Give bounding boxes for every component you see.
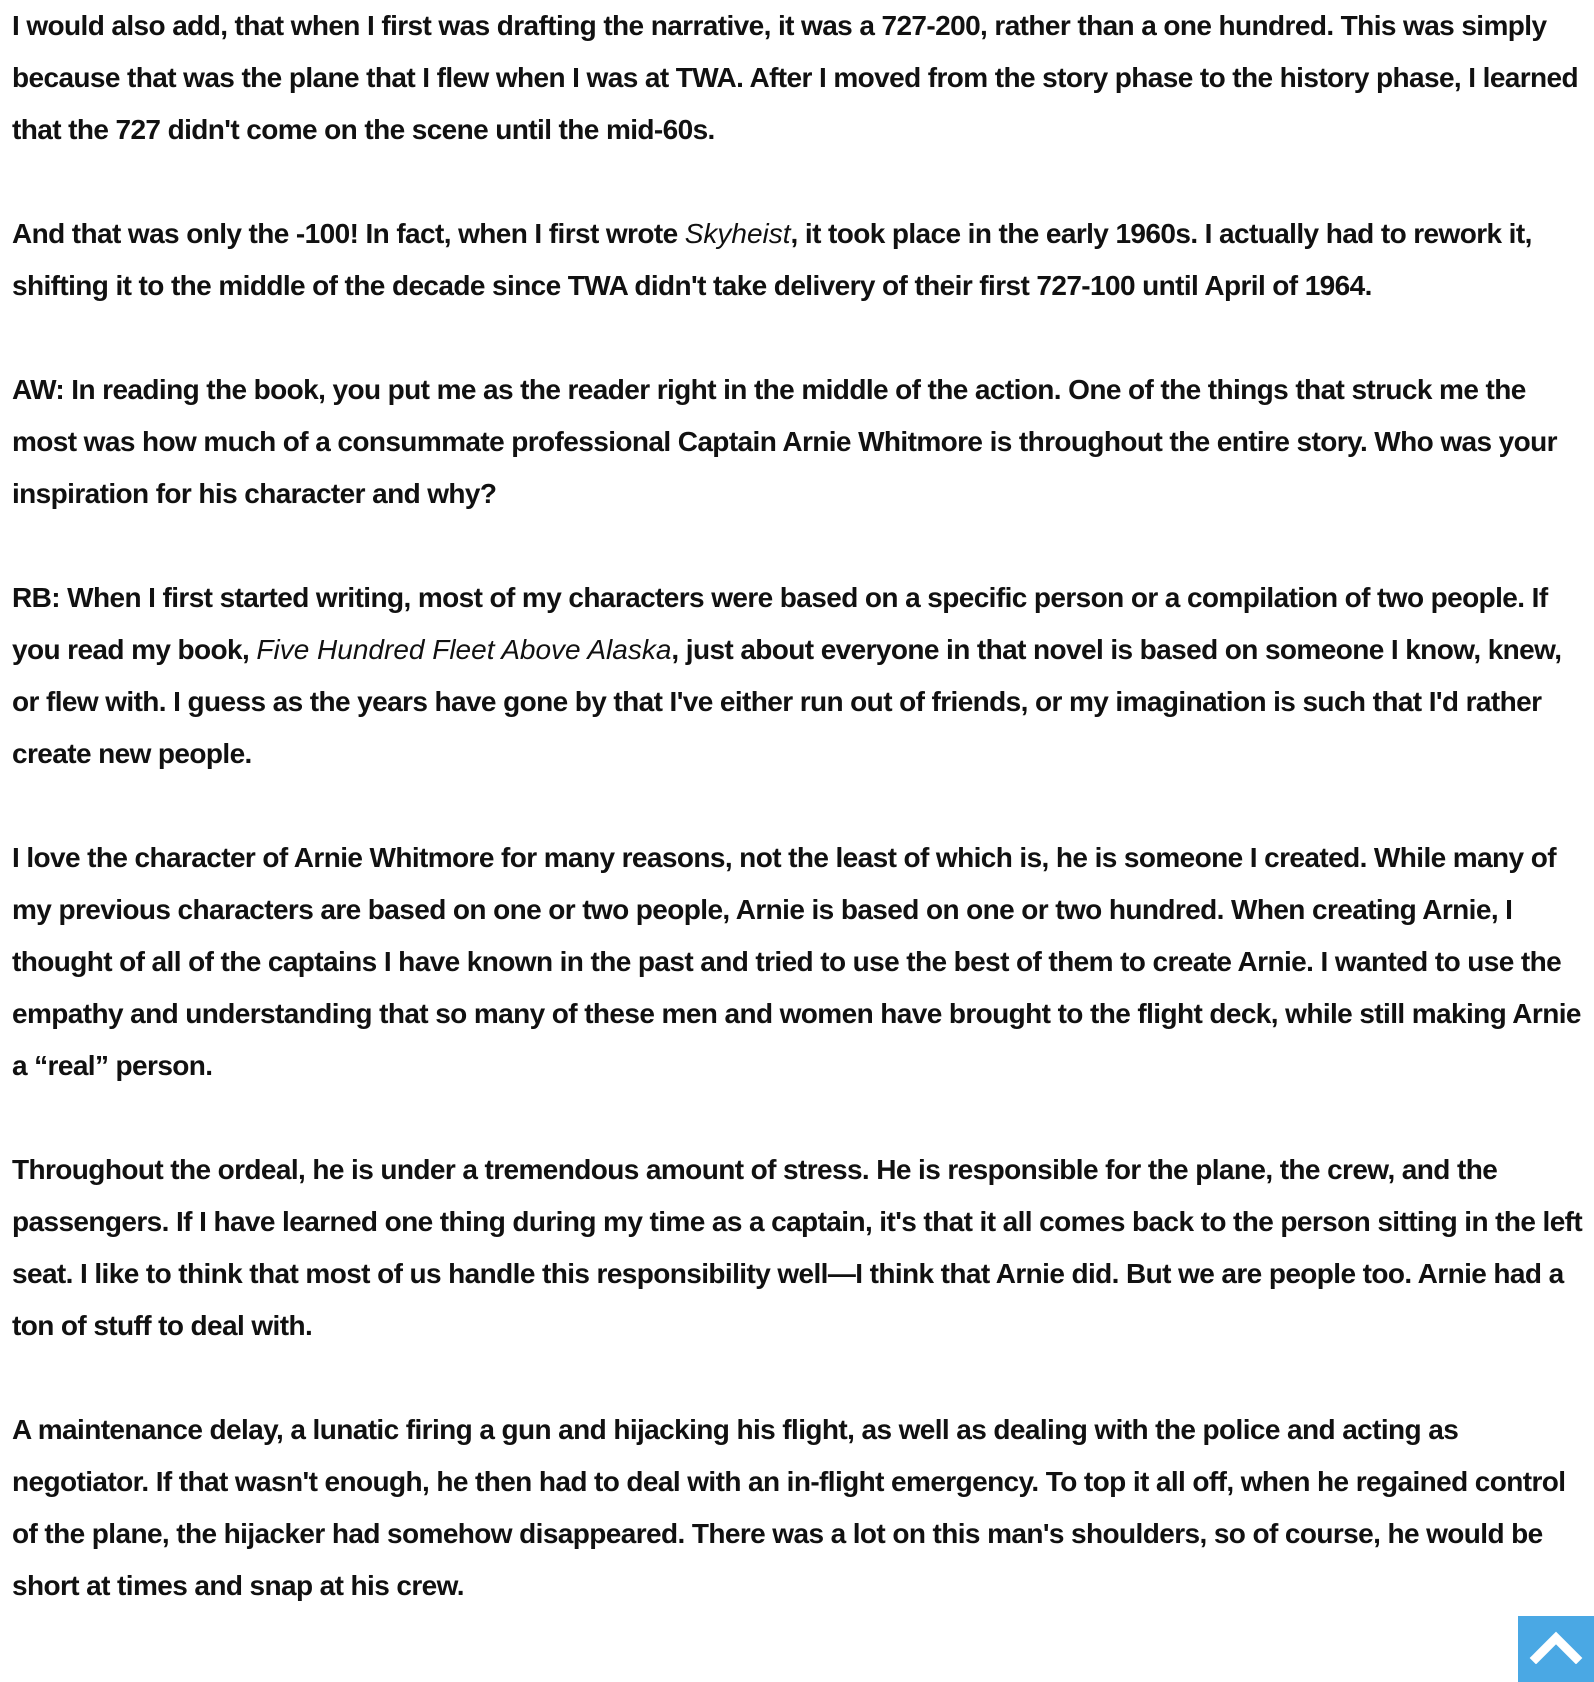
paragraph-2 [12, 208, 1592, 312]
paragraph-4-text-start: RB: When I first started writing, most of my characters were based on a specific person or a compilation of two people. If you read my book, [12, 582, 1548, 665]
paragraph-2-text-start: And that was only the -100! In fact, when I first wrote [12, 218, 685, 249]
chevron-up-icon [1528, 1624, 1584, 1664]
paragraph-3-question: AW: In reading the book, you put me as the reader right in the middle of the action. One of the things that struck me the most was how much of a consummate professional Captain Arnie Whitmore is throughout the entire story. Who was your inspiration for his character and why? [12, 374, 1557, 509]
book-title-skyheist: Skyheist [684, 218, 791, 249]
paragraph-6: Throughout the ordeal, he is under a tremendous amount of stress. He is responsible for the plane, the crew, and the passengers. If I have learned one thing during my time as a captain, it's that it all comes back to the person sitting in the left seat. I like to think that most of us handle this responsibility well—I think that Arnie did. But we are people too. Arnie had a ton of stuff to deal with. [12, 1154, 1583, 1341]
paragraph-4-answer [12, 572, 1592, 780]
book-title-five-hundred-fleet: Five Hundred Fleet Above Alaska [256, 634, 672, 665]
article-body [12, 0, 1592, 1612]
back-to-top-button[interactable] [1518, 1616, 1594, 1682]
paragraph-4-text-end: , just about everyone in that novel is based on someone I know, knew, or flew with. I guess as the years have gone by that I've either run out of friends, or my imagination is such that I'd rather create new people. [12, 634, 1562, 769]
paragraph-2-text-end: , it took place in the early 1960s. I actually had to rework it, shifting it to the middle of the decade since TWA didn't take delivery of their first 727-100 until April of 1964. [12, 218, 1532, 301]
paragraph-1: I would also add, that when I first was drafting the narrative, it was a 727-200, rather than a one hundred. This was simply because that was the plane that I flew when I was at TWA. After I moved from the story phase to the history phase, I learned that the 727 didn't come on the scene until the mid-60s. [12, 10, 1579, 145]
paragraph-5: I love the character of Arnie Whitmore for many reasons, not the least of which is, he is someone I created. While many of my previous characters are based on one or two people, Arnie is based on one or two hundred. When creating Arnie, I thought of all of the captains I have known in the past and tried to use the best of them to create Arnie. I wanted to use the empathy and understanding that so many of these men and women have brought to the flight deck, while still making Arnie a “real” person. [12, 842, 1581, 1081]
paragraph-7: A maintenance delay, a lunatic firing a gun and hijacking his flight, as well as dealing with the police and acting as negotiator. If that wasn't enough, he then had to deal with an in-flight emergency. To top it all off, when he regained control of the plane, the hijacker had somehow disappeared. There was a lot on this man's shoulders, so of course, he would be short at times and snap at his crew. [12, 1414, 1566, 1601]
